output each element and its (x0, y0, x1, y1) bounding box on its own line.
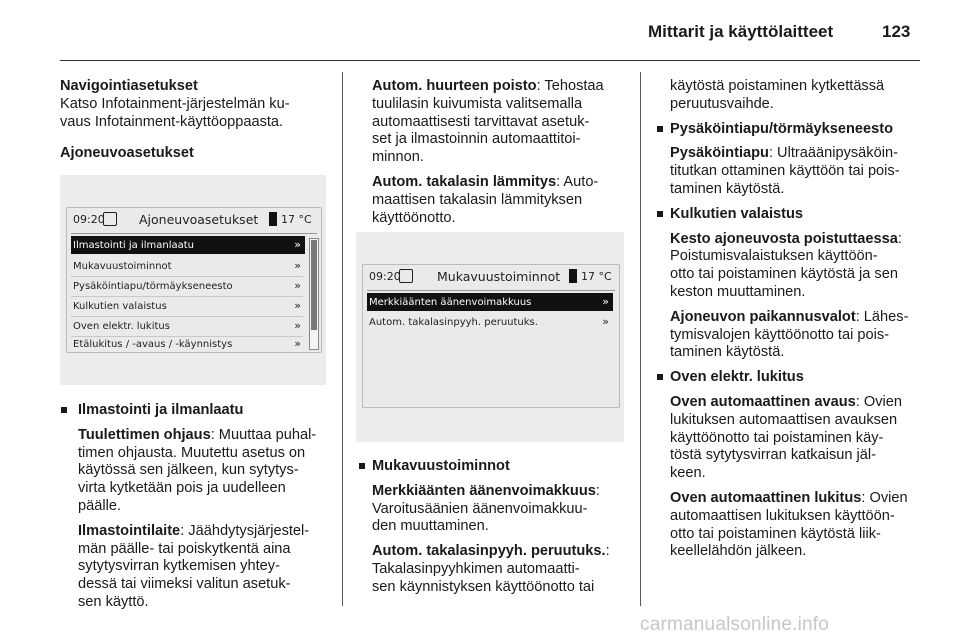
back-icon (399, 269, 413, 283)
menu-item-rear-wiper[interactable]: Autom. takalasinpyyh. peruutuks. » (369, 315, 609, 328)
chevron-right-icon: » (294, 238, 301, 251)
chevron-right-icon: » (294, 259, 301, 272)
menu-item-door-lock[interactable]: Oven elektr. lukitus » (73, 319, 301, 332)
auto-defog-text: Autom. huurteen poisto: Tehostaa tuulilasin kuivumista valitsemalla automaattisesti tarvittavat asetuk- set ja ilmastoinnin automaattitoi- minnon. (372, 78, 604, 166)
display-screen-1 (66, 207, 322, 353)
bullet-icon (61, 407, 67, 413)
nav-settings-heading: Navigointiasetukset (60, 78, 198, 94)
screen-title: Mukavuustoiminnot (437, 269, 561, 284)
bullet-icon (359, 463, 365, 469)
chevron-right-icon: » (602, 295, 609, 308)
chevron-right-icon: » (294, 319, 301, 332)
watermark: carmanualsonline.info (640, 614, 830, 635)
nav-settings-text-1: Katso Infotainment-järjestelmän ku- (60, 95, 290, 112)
auto-rear-defrost-text: Autom. takalasin lämmitys: Auto- maattisen takalasin lämmityksen käyttöönotto. (372, 173, 599, 226)
page-header-title: Mittarit ja käyttölaitteet (648, 22, 834, 41)
menu-item-climate[interactable]: Ilmastointi ja ilmanlaatu » (71, 236, 305, 254)
thermometer-icon (569, 269, 577, 283)
comfort-screenshot (356, 232, 624, 442)
menu-item-path-lighting[interactable]: Kulkutien valaistus » (73, 299, 301, 312)
display-screen-2 (362, 264, 620, 408)
parking-bullet: Pysäköintiapu/törmäykseneesto (670, 120, 894, 137)
ac-text: Ilmastointilaite: Jäähdytysjärjestel- män päälle- tai poiskytkentä aina sytytysvirran kytkemisen yhtey- dessä tai viimeksi valitun asetuk- sen käyttö. (78, 522, 310, 610)
path-lighting-bullet: Kulkutien valaistus (670, 205, 804, 222)
door-lock-bullet: Oven elektr. lukitus (670, 369, 804, 386)
bullet-icon (657, 211, 663, 217)
column-3 (656, 78, 922, 568)
column-1-lower (60, 402, 330, 619)
chevron-right-icon: » (294, 279, 301, 292)
fan-control-text: Tuulettimen ohjaus: Muuttaa puhal- timen ohjausta. Muutettu asetus on käytössä sen jälkeen, kun sytytys- virta kytketään pois ja uudelleen päälle. (78, 426, 317, 514)
scrollbar[interactable] (309, 238, 319, 350)
screen-title: Ajoneuvoasetukset (139, 212, 259, 227)
menu-item-remote[interactable]: Etälukitus / -avaus / -käynnistys » (73, 337, 301, 350)
exit-lighting-text: Kesto ajoneuvosta poistuttaessa: Poistumisvalaistuksen käyttöön- otto tai poistaminen käytöstä ja sen keston muuttaminen. (670, 230, 902, 300)
parking-assist-text: Pysäköintiapu: Ultraäänipysäköin- titutkan ottaminen käyttöön tai pois- taminen käytöstä. (670, 145, 900, 197)
climate-bullet: Ilmastointi ja ilmanlaatu (78, 402, 244, 418)
comfort-bullet: Mukavuustoiminnot (372, 458, 510, 474)
chime-volume-text: Merkkiäänten äänenvoimakkuus: Varoitusäänien äänenvoimakkuu- den muuttaminen. (372, 482, 600, 535)
continued-text: käytöstä poistaminen kytkettässä peruutusvaihde. (670, 78, 885, 112)
back-icon (103, 212, 117, 226)
menu-item-comfort[interactable]: Mukavuustoiminnot » (73, 259, 301, 272)
column-divider-1 (342, 72, 343, 606)
chevron-right-icon: » (294, 337, 301, 350)
temperature-readout: 17 °C (581, 270, 612, 283)
bullet-icon (657, 126, 663, 132)
page-number: 123 (882, 22, 911, 41)
vehicle-settings-screenshot (60, 175, 326, 385)
clock-readout: 09:20 (369, 270, 401, 283)
nav-settings-text-2: vaus Infotainment-käyttöoppaasta. (60, 113, 284, 130)
temperature-readout: 17 °C (281, 213, 312, 226)
column-2-lower (358, 458, 632, 604)
menu-item-chime-volume[interactable]: Merkkiäänten äänenvoimakkuus » (367, 293, 613, 311)
column-2 (372, 78, 634, 234)
thermometer-icon (269, 212, 277, 226)
locator-lights-text: Ajoneuvon paikannusvalot: Lähes- tymisvalojen käyttöönotto tai pois- taminen käytöstä. (670, 308, 909, 361)
chevron-right-icon: » (602, 315, 609, 328)
chevron-right-icon: » (294, 299, 301, 312)
bullet-icon (657, 374, 663, 380)
header-rule (60, 60, 920, 61)
menu-item-parking[interactable]: Pysäköintiapu/törmäykseneesto » (73, 279, 301, 292)
auto-lock-text: Oven automaattinen lukitus: Ovien automaattisen lukituksen käyttöön- otto tai poistaminen käytöstä liik- keellelähdön jälkeen. (670, 489, 908, 560)
screen-separator (367, 290, 615, 291)
screen-separator (71, 233, 317, 234)
column-divider-2 (640, 72, 641, 606)
column-1 (60, 78, 330, 163)
scrollbar-thumb[interactable] (311, 240, 317, 330)
rear-wiper-text: Autom. takalasinpyyh. peruutuks.: Takalasinpyyhkimen automaatti- sen käynnistyksen käyttöönotto tai (372, 543, 610, 595)
clock-readout: 09:20 (73, 213, 105, 226)
auto-unlock-text: Oven automaattinen avaus: Ovien lukituksen automaattisen avauksen käyttöönotto tai poistaminen käy- töstä sytytysvirran katkaisun jäl- keen. (670, 393, 902, 482)
vehicle-settings-heading: Ajoneuvoasetukset (60, 145, 194, 162)
